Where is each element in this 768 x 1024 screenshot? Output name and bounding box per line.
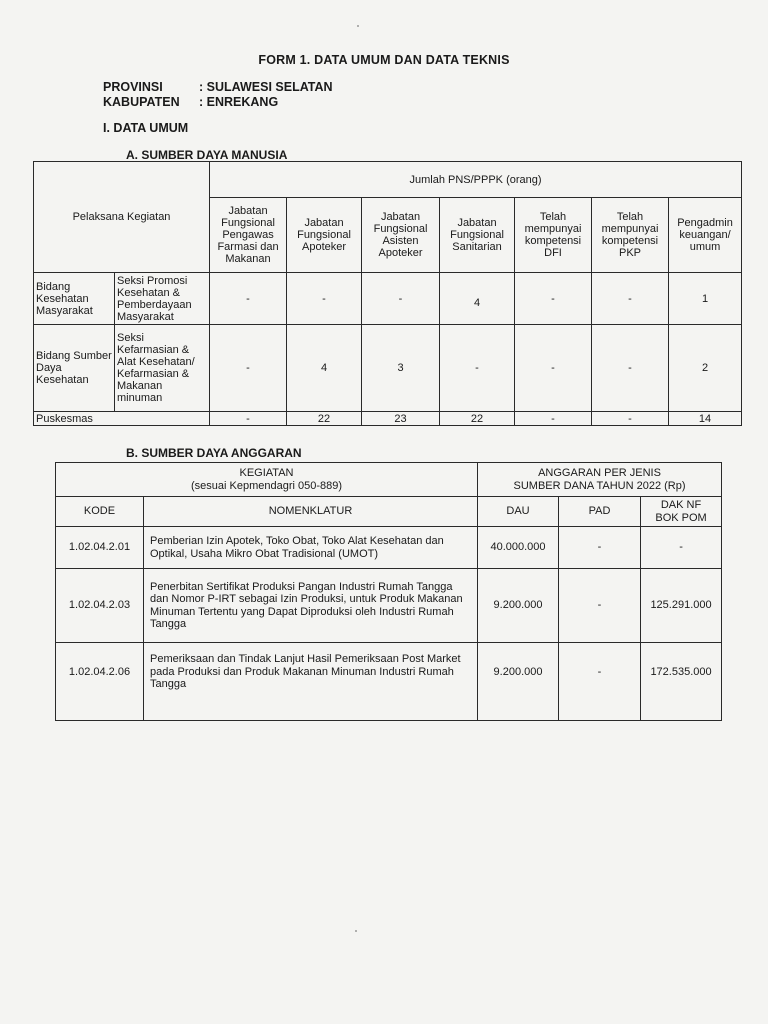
kode-cell: 1.02.04.2.03 xyxy=(56,569,144,643)
nomenklatur-cell: Pemberian Izin Apotek, Toko Obat, Toko Alat Kesehatan dan Optikal, Usaha Mikro Obat Tradisional (UMOT) xyxy=(144,527,478,569)
value-cell: - xyxy=(592,412,669,426)
pad-cell: - xyxy=(559,569,641,643)
value-cell: 3 xyxy=(362,325,440,412)
value-cell: - xyxy=(592,325,669,412)
table-row xyxy=(56,643,722,721)
section-data-umum: I. DATA UMUM xyxy=(103,121,189,135)
scan-speck xyxy=(355,930,357,932)
value-cell: - xyxy=(210,325,287,412)
value-cell: - xyxy=(515,412,592,426)
section-b-title: B. SUMBER DAYA ANGGARAN xyxy=(126,446,302,460)
anggaran-header xyxy=(478,463,722,497)
provinsi-label: PROVINSI xyxy=(103,80,163,94)
dau-cell: 40.000.000 xyxy=(478,527,559,569)
seksi-cell: Seksi Kefarmasian & Alat Kesehatan/ Kefarmasian & Makanan minuman xyxy=(115,325,210,412)
value-cell: - xyxy=(287,273,362,325)
dak-cell: 125.291.000 xyxy=(641,569,722,643)
table-row xyxy=(34,325,742,412)
value-cell: 4 xyxy=(440,273,515,325)
value-cell: - xyxy=(440,325,515,412)
section-a-title: A. SUMBER DAYA MANUSIA xyxy=(126,148,288,162)
dak-cell: 172.535.000 xyxy=(641,643,722,721)
nomenklatur-cell: Pemeriksaan dan Tindak Lanjut Hasil Pemeriksaan Post Market pada Produksi dan Produk Makanan Minuman Industri Rumah Tangga xyxy=(144,643,478,721)
dau-cell: 9.200.000 xyxy=(478,569,559,643)
provinsi-row xyxy=(103,80,333,95)
col-dak-line2: BOK POM xyxy=(655,511,707,524)
header-pelaksana: Pelaksana Kegiatan xyxy=(34,162,210,273)
col-header-4: Jabatan Fungsional Sanitarian xyxy=(440,198,515,273)
col-kode: KODE xyxy=(56,497,144,527)
value-cell: 22 xyxy=(287,412,362,426)
kabupaten-row xyxy=(103,95,333,110)
bidang-cell: Bidang Kesehatan Masyarakat xyxy=(34,273,115,325)
value-cell: 14 xyxy=(669,412,742,426)
kabupaten-value: : ENREKANG xyxy=(199,95,279,109)
value-cell: - xyxy=(210,273,287,325)
seksi-cell: Seksi Promosi Kesehatan & Pemberdayaan Masyarakat xyxy=(115,273,210,325)
col-dak xyxy=(641,497,722,527)
value-cell: - xyxy=(362,273,440,325)
bidang-cell: Bidang Sumber Daya Kesehatan xyxy=(34,325,115,412)
puskesmas-label: Puskesmas xyxy=(34,412,210,426)
col-dau: DAU xyxy=(478,497,559,527)
col-header-7: Pengadmin keuangan/ umum xyxy=(669,198,742,273)
col-dak-line1: DAK NF xyxy=(660,499,702,511)
value-cell: 4 xyxy=(287,325,362,412)
col-header-2: Jabatan Fungsional Apoteker xyxy=(287,198,362,273)
table-row xyxy=(34,273,742,325)
kegiatan-subtitle: (sesuai Kepmendagri 050-889) xyxy=(190,479,343,492)
col-nomenklatur: NOMENKLATUR xyxy=(144,497,478,527)
value-cell: - xyxy=(210,412,287,426)
nomenklatur-cell: Penerbitan Sertifikat Produksi Pangan Industri Rumah Tangga dan Nomor P-IRT sebagai Izin Produksi, untuk Produk Makanan Minuman Tertentu yang Dapat Diproduksi oleh Industri Rumah Tangga xyxy=(144,569,478,643)
value-cell: - xyxy=(515,325,592,412)
table-row-puskesmas xyxy=(34,412,742,426)
col-header-1: Jabatan Fungsional Pengawas Farmasi dan Makanan xyxy=(210,198,287,273)
table-row xyxy=(56,527,722,569)
anggaran-title: ANGGARAN PER JENIS xyxy=(538,467,661,479)
value-cell: 1 xyxy=(669,273,742,325)
col-header-6: Telah mempunyai kompetensi PKP xyxy=(592,198,669,273)
pad-cell: - xyxy=(559,643,641,721)
kegiatan-title: KEGIATAN xyxy=(239,467,294,479)
table-row xyxy=(56,569,722,643)
form-title: FORM 1. DATA UMUM DAN DATA TEKNIS xyxy=(258,53,510,67)
region-info xyxy=(103,80,333,110)
value-cell: - xyxy=(515,273,592,325)
provinsi-value: : SULAWESI SELATAN xyxy=(199,80,333,94)
value-cell: 2 xyxy=(669,325,742,412)
kabupaten-label: KABUPATEN xyxy=(103,95,180,109)
kode-cell: 1.02.04.2.01 xyxy=(56,527,144,569)
col-header-5: Telah mempunyai kompetensi DFI xyxy=(515,198,592,273)
anggaran-table xyxy=(55,462,722,721)
dak-cell: - xyxy=(641,527,722,569)
value-cell: 22 xyxy=(440,412,515,426)
col-header-3: Jabatan Fungsional Asisten Apoteker xyxy=(362,198,440,273)
scan-speck xyxy=(357,25,359,27)
anggaran-subtitle: SUMBER DANA TAHUN 2022 (Rp) xyxy=(513,479,686,492)
dau-cell: 9.200.000 xyxy=(478,643,559,721)
sdm-table xyxy=(33,161,742,426)
value-cell: - xyxy=(592,273,669,325)
kegiatan-header xyxy=(56,463,478,497)
header-jumlah-pns: Jumlah PNS/PPPK (orang) xyxy=(210,162,742,198)
value-cell: 23 xyxy=(362,412,440,426)
kode-cell: 1.02.04.2.06 xyxy=(56,643,144,721)
pad-cell: - xyxy=(559,527,641,569)
col-pad: PAD xyxy=(559,497,641,527)
